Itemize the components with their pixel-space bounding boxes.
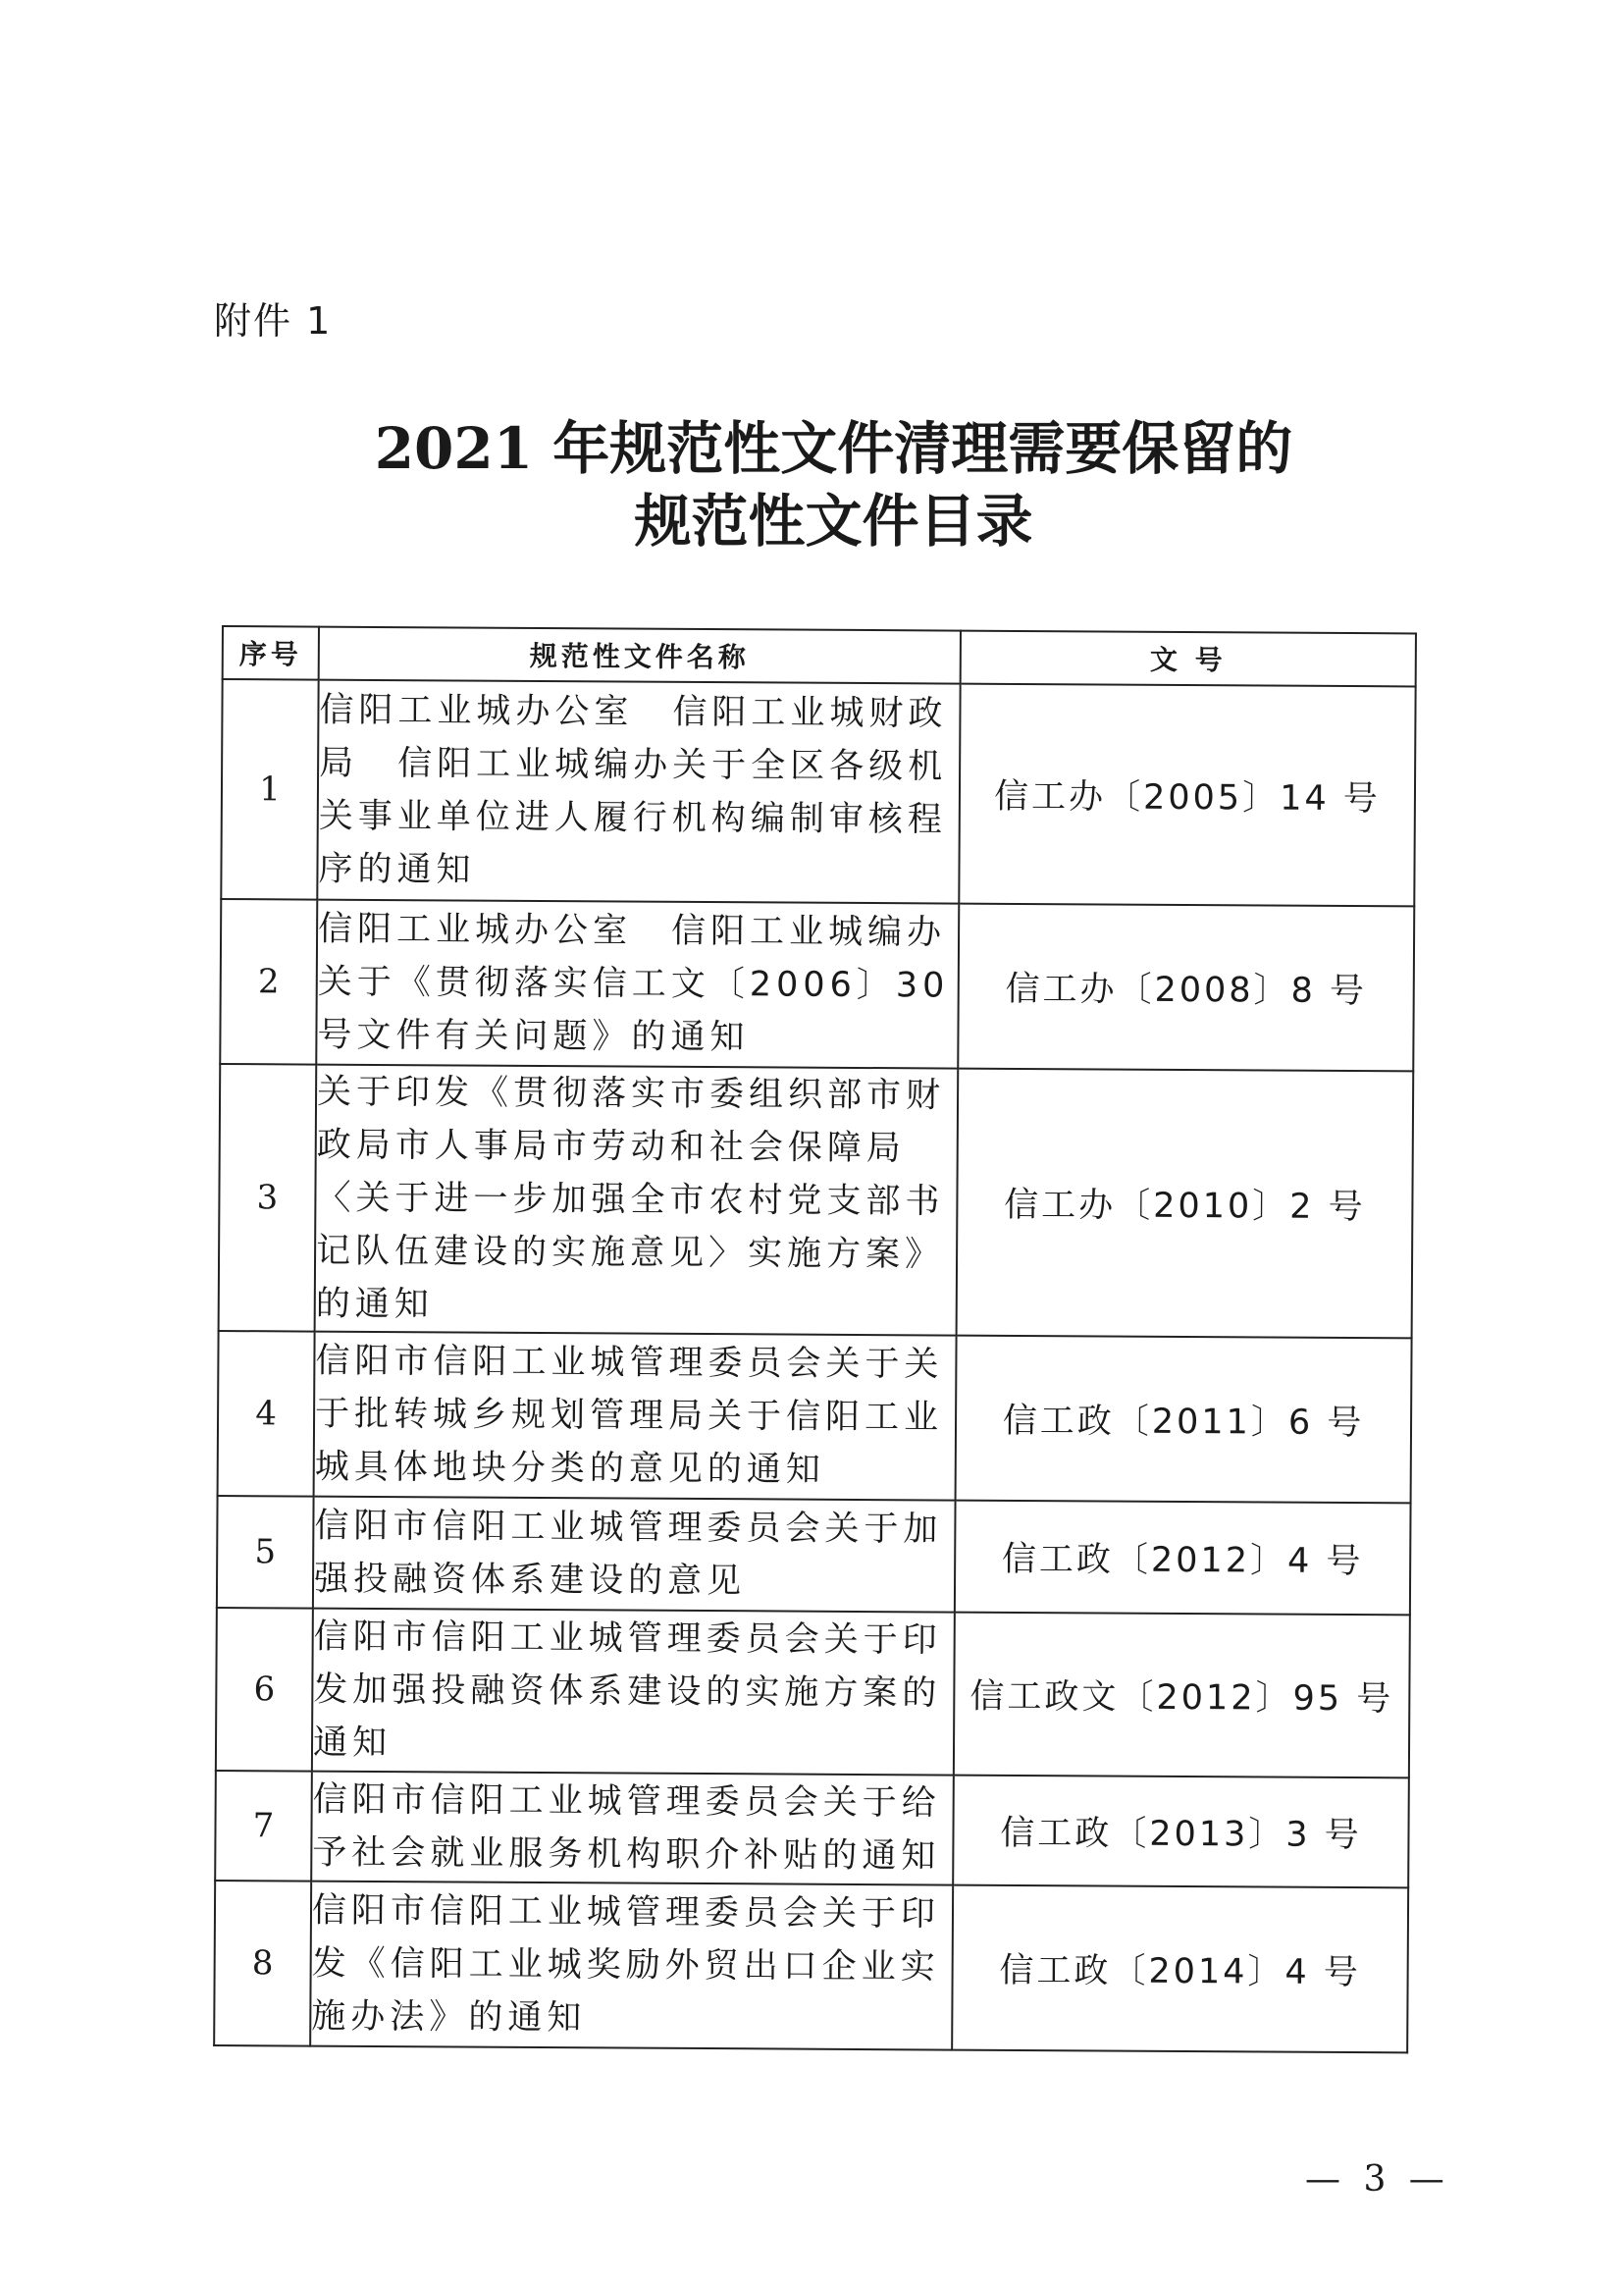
row-document-number: 信工办〔2005〕14 号 — [959, 684, 1415, 907]
table-header-row — [223, 626, 1416, 686]
row-number: 8 — [214, 1881, 311, 2046]
page-number: — 3 — — [1305, 2159, 1450, 2200]
row-number: 3 — [219, 1064, 317, 1332]
row-document-name: 信阳工业城办公室 信阳工业城财政局 信阳工业城编办关于全区各级机关事业单位进人履行机构编制审核程序的通知 — [317, 680, 960, 904]
row-document-name: 关于印发《贯彻落实市委组织部市财政局市人事局市劳动和社会保障局〈关于进一步加强全市农村党支部书记队伍建设的实施意见〉实施方案》的通知 — [315, 1065, 959, 1336]
row-document-name: 信阳市信阳工业城管理委员会关于印发加强投融资体系建设的实施方案的通知 — [312, 1609, 955, 1776]
row-document-number: 信工政〔2014〕4 号 — [952, 1885, 1408, 2053]
document-title-line-1: 2021 年规范性文件清理需要保留的 — [374, 415, 1293, 482]
table-row — [217, 1496, 1411, 1615]
row-number: 1 — [221, 679, 318, 900]
row-document-number: 信工办〔2008〕8 号 — [958, 904, 1414, 1072]
row-document-name: 信阳市信阳工业城管理委员会关于关于批转城乡规划管理局关于信阳工业城具体地块分类的意见的通知 — [314, 1332, 957, 1501]
row-document-number: 信工政〔2012〕4 号 — [955, 1501, 1411, 1616]
row-number: 5 — [217, 1496, 314, 1609]
document-title-line-2: 规范性文件目录 — [634, 488, 1033, 555]
row-document-number: 信工政文〔2012〕95 号 — [954, 1613, 1410, 1778]
row-number: 6 — [216, 1608, 313, 1772]
row-document-name: 信阳市信阳工业城管理委员会关于印发《信阳工业城奖励外贸出口企业实施办法》的通知 — [310, 1882, 953, 2050]
attachment-label: 附件 1 — [214, 299, 333, 343]
row-document-name: 信阳市信阳工业城管理委员会关于给予社会就业服务机构职介补贴的通知 — [311, 1772, 954, 1885]
table-row — [216, 1608, 1410, 1777]
row-document-name: 信阳工业城办公室 信阳工业城编办关于《贯彻落实信工文〔2006〕30 号文件有关问题》的通知 — [316, 900, 959, 1069]
row-number: 4 — [218, 1331, 315, 1497]
table-row — [221, 679, 1415, 906]
row-number: 7 — [215, 1771, 312, 1882]
header-number: 序号 — [223, 626, 319, 680]
row-document-number: 信工政〔2013〕3 号 — [953, 1776, 1409, 1888]
table-row — [220, 899, 1414, 1071]
table-row — [215, 1771, 1409, 1887]
table-row — [214, 1881, 1408, 2052]
table-row — [218, 1331, 1412, 1503]
row-number: 2 — [220, 899, 317, 1065]
row-document-number: 信工办〔2010〕2 号 — [957, 1069, 1414, 1339]
header-document-number: 文 号 — [961, 631, 1416, 687]
row-document-name: 信阳市信阳工业城管理委员会关于加强投融资体系建设的意见 — [313, 1497, 956, 1613]
header-document-name: 规范性文件名称 — [319, 627, 961, 684]
document-list-table — [213, 625, 1417, 2053]
table-row — [219, 1064, 1414, 1338]
row-document-number: 信工政〔2011〕6 号 — [956, 1336, 1412, 1504]
